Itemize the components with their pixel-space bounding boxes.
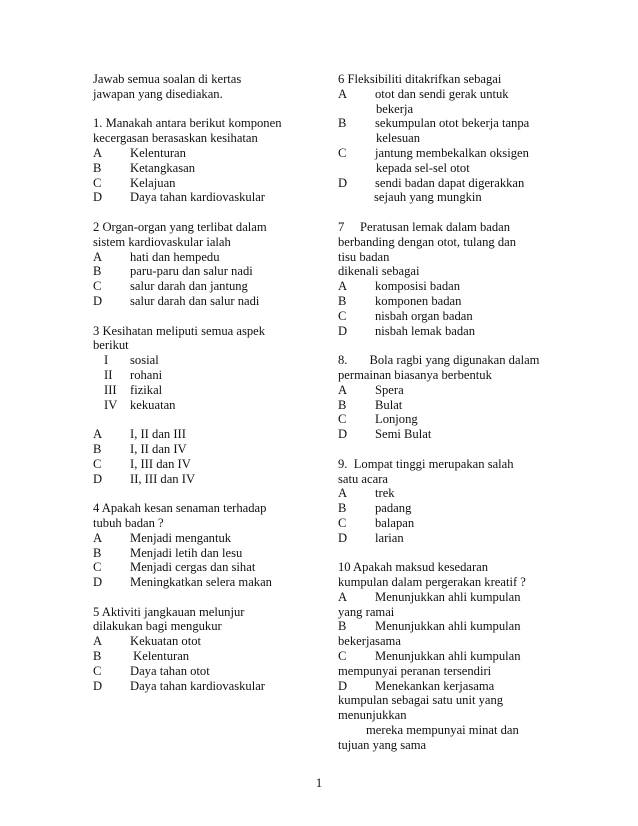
statement-text: sosial: [130, 353, 159, 368]
option-text: komponen badan: [375, 293, 462, 308]
question-6: [338, 72, 558, 205]
option-c: [338, 412, 558, 427]
option-letter: A: [93, 249, 103, 264]
option-c: [93, 457, 323, 472]
option-b: [338, 116, 558, 131]
question-3: [93, 324, 323, 487]
option-text: Kekuatan otot: [130, 634, 201, 649]
option-text-continued: bekerjasama: [338, 634, 401, 649]
question-text: kecergasan berasaskan kesihatan: [93, 131, 258, 146]
option-text: Menjadi mengantuk: [130, 530, 232, 545]
option-text: I, II dan IV: [130, 441, 187, 456]
option-text: Menekankan kerjasama: [375, 678, 495, 693]
option-letter: A: [338, 486, 348, 501]
statement-numeral: III: [104, 382, 117, 397]
instruction-line: Jawab semua soalan di kertas: [93, 72, 242, 86]
statement-iii: [93, 383, 323, 398]
option-text: sendi badan dapat digerakkan: [375, 175, 525, 190]
option-text: salur darah dan salur nadi: [130, 293, 260, 308]
option-d: [338, 324, 558, 339]
option-letter: C: [338, 308, 347, 323]
option-letter: B: [338, 293, 347, 308]
question-text: 3 Kesihatan meliputi semua aspek: [93, 323, 266, 338]
option-text-continued: tujuan yang sama: [338, 737, 427, 752]
option-letter: A: [93, 530, 103, 545]
option-b: [338, 398, 558, 413]
question-text: tisu badan: [338, 249, 390, 264]
option-letter: C: [338, 412, 347, 427]
question-text: 7 Peratusan lemak dalam badan: [338, 219, 511, 234]
option-text-continued: menunjukkan: [338, 708, 407, 723]
option-text: Spera: [375, 382, 404, 397]
option-letter: D: [93, 678, 103, 693]
option-b: [338, 294, 558, 309]
option-text-continued: mempunyai peranan tersendiri: [338, 663, 492, 678]
option-a: [338, 87, 558, 102]
option-b: [93, 442, 323, 457]
option-a: [338, 279, 558, 294]
option-letter: B: [93, 441, 102, 456]
option-c: [338, 309, 558, 324]
option-b: [338, 501, 558, 516]
option-letter: B: [93, 160, 102, 175]
option-text: Kelenturan: [130, 145, 186, 160]
option-text: balapan: [375, 515, 415, 530]
option-text: salur darah dan jantung: [130, 279, 248, 294]
option-letter: D: [93, 190, 103, 205]
option-letter: B: [338, 397, 347, 412]
option-letter: D: [93, 293, 103, 308]
option-text: Kelajuan: [130, 175, 176, 190]
option-d: [93, 294, 323, 309]
question-text: 5 Aktiviti jangkauan melunjur: [93, 604, 245, 619]
question-text: kumpulan dalam pergerakan kreatif ?: [338, 575, 526, 590]
option-letter: B: [338, 619, 347, 634]
option-text: I, III dan IV: [130, 456, 191, 471]
option-b: [93, 161, 323, 176]
option-letter: D: [338, 175, 348, 190]
option-c: [93, 664, 323, 679]
question-text: sistem kardiovaskular ialah: [93, 234, 231, 249]
option-text-continued: mereka mempunyai minat dan: [366, 723, 519, 738]
option-letter: A: [93, 145, 103, 160]
option-c: [93, 176, 323, 191]
option-letter: C: [93, 175, 102, 190]
option-text: Daya tahan otot: [130, 663, 210, 678]
option-text: nisbah organ badan: [375, 308, 473, 323]
option-letter: D: [338, 323, 348, 338]
statement-text: kekuatan: [130, 397, 176, 412]
option-text-continued: kumpulan sebagai satu unit yang: [338, 693, 504, 708]
option-text-continued: kelesuan: [376, 131, 421, 146]
question-text: 8. Bola ragbi yang digunakan dalam: [338, 353, 540, 368]
option-letter: A: [338, 589, 348, 604]
option-text: Lonjong: [375, 412, 418, 427]
option-text: Daya tahan kardiovaskular: [130, 190, 265, 205]
option-letter: B: [93, 649, 102, 664]
option-c: [338, 146, 558, 161]
option-letter: B: [93, 264, 102, 279]
question-text: berbanding dengan otot, tulang dan: [338, 234, 517, 249]
option-text: jantung membekalkan oksigen: [375, 145, 529, 160]
option-a: [338, 383, 558, 398]
option-letter: A: [93, 634, 103, 649]
option-text: larian: [375, 530, 404, 545]
question-text: dikenali sebagai: [338, 264, 420, 279]
question-4: [93, 501, 323, 590]
option-letter: D: [93, 471, 103, 486]
question-text: satu acara: [338, 471, 388, 486]
question-5: [93, 605, 323, 694]
option-b: [93, 264, 323, 279]
option-text: Menjadi letih dan lesu: [130, 545, 243, 560]
option-letter: C: [93, 456, 102, 471]
option-letter: A: [338, 279, 348, 294]
question-7: [338, 220, 558, 338]
option-a: [93, 634, 323, 649]
option-text-continued: yang ramai: [338, 604, 395, 619]
statement-numeral: I: [104, 353, 109, 368]
option-text: Semi Bulat: [375, 427, 432, 442]
option-d: [93, 472, 323, 487]
option-letter: C: [93, 663, 102, 678]
option-text: Menunjukkan ahli kumpulan: [375, 649, 521, 664]
option-text: hati dan hempedu: [130, 249, 220, 264]
option-text-continued: bekerja: [376, 101, 414, 116]
option-letter: A: [338, 382, 348, 397]
option-d: [93, 575, 323, 590]
option-letter: A: [93, 427, 103, 442]
question-text: 6 Fleksibiliti ditakrifkan sebagai: [338, 72, 502, 86]
question-10: [338, 560, 558, 752]
option-text: Menjadi cergas dan sihat: [130, 560, 256, 575]
option-d: [338, 679, 558, 694]
option-text: Bulat: [375, 397, 403, 412]
question-text: 4 Apakah kesan senaman terhadap: [93, 501, 267, 516]
option-letter: C: [93, 560, 102, 575]
option-d: [338, 427, 558, 442]
option-letter: D: [338, 427, 348, 442]
option-letter: C: [338, 145, 347, 160]
option-a: [93, 250, 323, 265]
option-a: [93, 531, 323, 546]
question-text: berikut: [93, 338, 129, 353]
option-letter: C: [338, 515, 347, 530]
option-letter: B: [338, 501, 347, 516]
question-text: dilakukan bagi mengukur: [93, 619, 222, 634]
option-text: padang: [375, 501, 412, 516]
option-a: [93, 427, 323, 442]
statement-text: fizikal: [130, 382, 163, 397]
option-letter: B: [93, 545, 102, 560]
option-c: [93, 560, 323, 575]
option-text-continued: sejauh yang mungkin: [374, 190, 482, 205]
option-text: II, III dan IV: [130, 471, 196, 486]
option-b: [93, 649, 323, 664]
option-b: [338, 619, 558, 634]
option-c: [338, 649, 558, 664]
option-letter: C: [93, 279, 102, 294]
statement-text: rohani: [130, 367, 163, 382]
option-d: [338, 176, 558, 191]
option-text-continued: kepada sel-sel otot: [376, 160, 470, 175]
option-d: [338, 531, 558, 546]
option-text: Ketangkasan: [130, 160, 196, 175]
question-text: 10 Apakah maksud kesedaran: [338, 560, 489, 575]
question-9: [338, 457, 558, 546]
option-c: [338, 516, 558, 531]
left-column: [93, 72, 323, 693]
option-letter: D: [338, 530, 348, 545]
option-text: Menunjukkan ahli kumpulan: [375, 619, 521, 634]
option-text: trek: [375, 486, 395, 501]
question-text: 2 Organ-organ yang terlibat dalam: [93, 219, 267, 234]
question-text: 9. Lompat tinggi merupakan salah: [338, 456, 514, 471]
option-a: [338, 486, 558, 501]
question-1: [93, 116, 323, 205]
question-text: 1. Manakah antara berikut komponen: [93, 116, 282, 131]
statement-ii: [93, 368, 323, 383]
option-text: paru-paru dan salur nadi: [130, 264, 253, 279]
option-text: otot dan sendi gerak untuk: [375, 86, 509, 101]
option-a: [93, 146, 323, 161]
option-text: Menunjukkan ahli kumpulan: [375, 589, 521, 604]
question-2: [93, 220, 323, 309]
statement-numeral: II: [104, 367, 113, 382]
option-text: komposisi badan: [375, 279, 461, 294]
option-d: [93, 190, 323, 205]
option-text: Daya tahan kardiovaskular: [130, 678, 265, 693]
question-text: permainan biasanya berbentuk: [338, 367, 492, 382]
option-b: [93, 546, 323, 561]
option-text: Kelenturan: [130, 649, 190, 664]
option-letter: D: [338, 678, 348, 693]
option-c: [93, 279, 323, 294]
option-letter: C: [338, 649, 347, 664]
statement-iv: [93, 398, 323, 413]
option-letter: A: [338, 86, 348, 101]
option-letter: B: [338, 116, 347, 131]
right-column: [338, 72, 558, 753]
question-text: tubuh badan ?: [93, 515, 164, 530]
option-text: I, II dan III: [130, 427, 186, 442]
instruction-line: jawapan yang disediakan.: [93, 86, 223, 101]
option-d: [93, 679, 323, 694]
option-text: Meningkatkan selera makan: [130, 575, 272, 590]
option-text: sekumpulan otot bekerja tanpa: [375, 116, 530, 131]
option-letter: D: [93, 575, 103, 590]
option-a: [338, 590, 558, 605]
statement-i: [93, 353, 323, 368]
option-text: nisbah lemak badan: [375, 323, 476, 338]
question-8: [338, 353, 558, 442]
page-number: 1: [315, 776, 323, 790]
statement-numeral: IV: [104, 397, 118, 412]
